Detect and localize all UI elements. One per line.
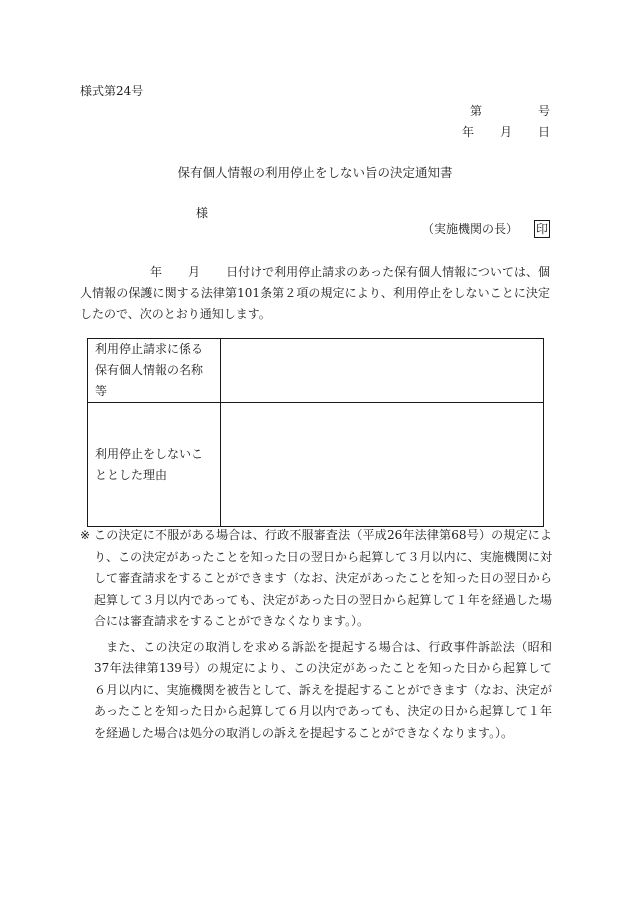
form-number: 様式第24号 (80, 84, 144, 98)
appeal-note (80, 525, 552, 744)
intro-month: 月 (188, 265, 201, 279)
doc-number-prefix: 第 (469, 104, 482, 118)
row-value-info-name (221, 339, 544, 403)
doc-number-suffix: 号 (537, 104, 550, 118)
intro-year: 年 (150, 265, 163, 279)
note-mark: ※ (80, 528, 91, 542)
note-paragraph-1-text: この決定に不服がある場合は、行政不服審査法（平成26年法律第68号）の規定により、この決定があったことを知った日の翌日から起算して３月以内に、実施機関に対して審査請求をすることができます（なお、決定があったことを知った日の翌日から起算して３月以内であっても、決定があった日の翌日から起算して１年を経過した場合には審査請求をすることができなくなります。）。 (94, 528, 552, 628)
row-value-reason (221, 403, 544, 527)
table-row (88, 339, 544, 403)
row-label-info-name: 利用停止請求に係る保有個人情報の名称等 (88, 339, 221, 403)
date-year: 年 (461, 125, 474, 139)
date-day: 日 (537, 125, 550, 139)
note-paragraph-2: また、この決定の取消しを求める訴訟を提起する場合は、行政事件訴訟法（昭和37年法律第139号）の規定により、この決定があったことを知った日から起算して６月以内に、実施機関を被告として、訴えを提起することができます（なお、決定があったことを知った日から起算して６月以内であっても、決定の日から起算して１年を経過した場合は処分の取消しの訴えを提起することができなくなります。）。 (94, 639, 552, 740)
intro-paragraph (80, 262, 550, 325)
table-row (88, 403, 544, 527)
note-paragraph-1 (80, 525, 552, 633)
addressee-suffix: 様 (196, 206, 209, 220)
seal-mark: 印 (535, 222, 548, 236)
intro-text: 日付けで利用停止請求のあった保有個人情報については、個人情報の保護に関する法律第101条第２項の規定により、利用停止をしないことに決定したので、次のとおり通知します。 (80, 265, 550, 321)
sender-title: （実施機関の長） (421, 222, 518, 236)
date-month: 月 (499, 125, 512, 139)
issue-date-line (462, 123, 550, 140)
document-number-line (470, 102, 550, 119)
info-table (87, 338, 544, 527)
sender-line (422, 220, 550, 238)
document-title: 保有個人情報の利用停止をしない旨の決定通知書 (177, 165, 453, 180)
row-label-reason: 利用停止をしないこととした理由 (88, 403, 221, 527)
